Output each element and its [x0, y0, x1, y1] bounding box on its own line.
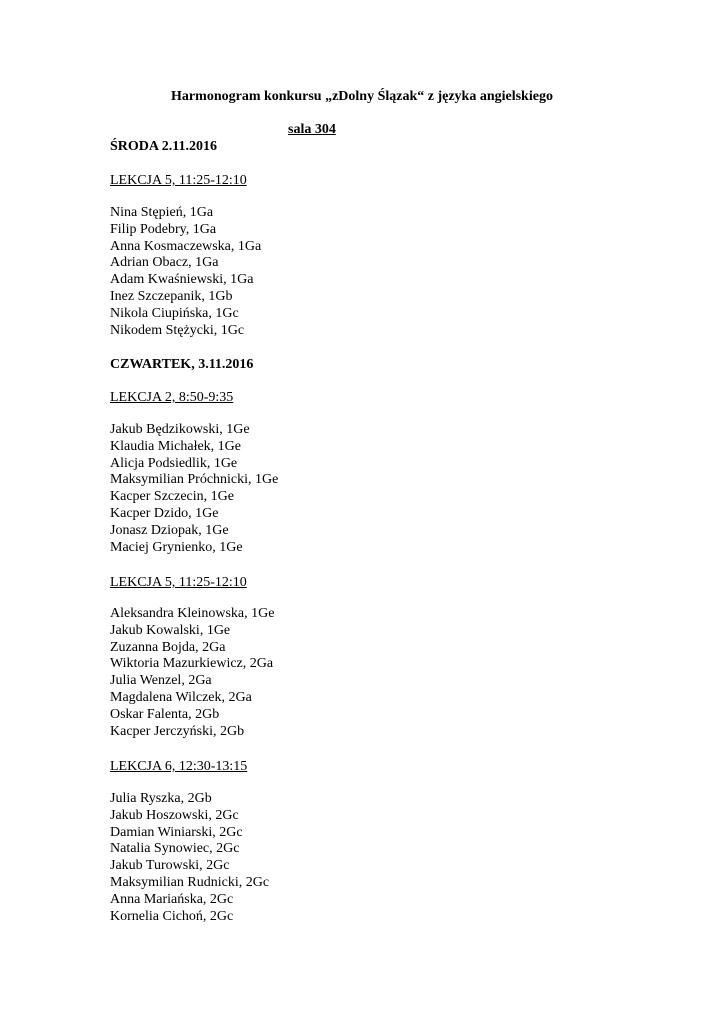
lesson-heading: LEKCJA 6, 12:30-13:15 — [110, 759, 248, 774]
lesson-heading: LEKCJA 5, 11:25-12:10 — [110, 575, 247, 590]
list-item: Jakub Kowalski, 1Ge — [110, 622, 231, 638]
list-item: Julia Ryszka, 2Gb — [110, 791, 212, 806]
list-item: Maksymilian Próchnicki, 1Ge — [110, 472, 279, 488]
student-list — [110, 205, 261, 339]
lesson-heading: LEKCJA 5, 11:25-12:10 — [110, 173, 247, 188]
list-item: Alicja Podsiedlik, 1Ge — [110, 455, 238, 471]
list-item: Kacper Szczecin, 1Ge — [110, 489, 234, 505]
list-item: Nina Stępień, 1Ga — [110, 205, 214, 220]
list-item: Oskar Falenta, 2Gb — [110, 706, 220, 722]
list-item: Anna Mariańska, 2Gc — [110, 891, 234, 907]
list-item: Klaudia Michałek, 1Ge — [110, 438, 242, 454]
list-item: Julia Wenzel, 2Ga — [110, 673, 212, 689]
list-item: Aleksandra Kleinowska, 1Ge — [110, 606, 275, 621]
list-item: Maksymilian Rudnicki, 2Gc — [110, 874, 270, 890]
list-item: Kornelia Cichoń, 2Gc — [110, 908, 234, 924]
list-item: Wiktoria Mazurkiewicz, 2Ga — [110, 656, 274, 672]
list-item: Magdalena Wilczek, 2Ga — [110, 689, 252, 705]
list-item: Nikodem Stężycki, 1Gc — [110, 322, 245, 338]
day-heading-wednesday: ŚRODA 2.11.2016 — [110, 139, 217, 154]
list-item: Jakub Będzikowski, 1Ge — [110, 422, 250, 437]
list-item: Adam Kwaśniewski, 1Ga — [110, 272, 254, 288]
list-item: Jakub Turowski, 2Gc — [110, 858, 230, 874]
student-list — [110, 606, 274, 740]
room-label: sala 304 — [288, 122, 336, 137]
list-item: Maciej Grynienko, 1Ge — [110, 539, 243, 555]
page-title: Harmonogram konkursu „zDolny Ślązak“ z języka angielskiego — [171, 89, 553, 104]
student-list — [110, 422, 278, 556]
list-item: Adrian Obacz, 1Ga — [110, 255, 219, 271]
list-item: Inez Szczepanik, 1Gb — [110, 288, 233, 304]
list-item: Nikola Ciupińska, 1Gc — [110, 305, 239, 321]
list-item: Damian Winiarski, 2Gc — [110, 824, 243, 840]
list-item: Zuzanna Bojda, 2Ga — [110, 639, 226, 655]
list-item: Filip Podebry, 1Ga — [110, 221, 217, 237]
student-list — [110, 791, 269, 925]
list-item: Jakub Hoszowski, 2Gc — [110, 807, 239, 823]
list-item: Natalia Synowiec, 2Gc — [110, 841, 240, 857]
list-item: Jonasz Dziopak, 1Ge — [110, 522, 229, 538]
list-item: Kacper Jerczyński, 2Gb — [110, 723, 245, 739]
day-heading-thursday: CZWARTEK, 3.11.2016 — [110, 357, 254, 372]
list-item: Anna Kosmaczewska, 1Ga — [110, 238, 262, 254]
list-item: Kacper Dzido, 1Ge — [110, 505, 219, 521]
lesson-heading: LEKCJA 2, 8:50-9:35 — [110, 390, 234, 405]
